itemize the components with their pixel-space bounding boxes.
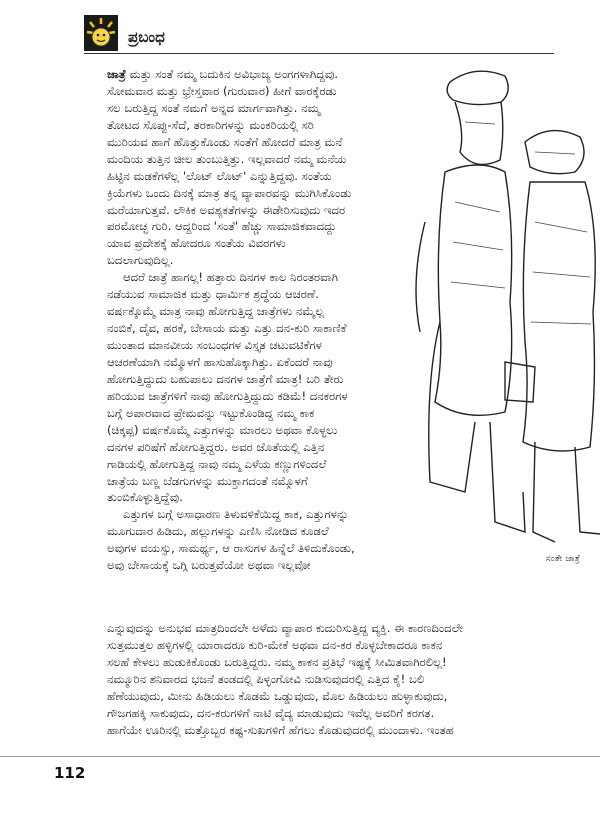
wide-text-column bbox=[107, 620, 542, 739]
figures-sketch-illustration bbox=[405, 62, 600, 574]
text-line bbox=[107, 66, 407, 83]
text-line: ಯಾವ ಪ್ರದೇಶಕ್ಕೆ ಹೋದರೂ ಸಂತೆಯ ವಿವರಗಳು bbox=[107, 236, 286, 251]
text-line: ವರ್ಷಕ್ಕೊಮ್ಮೆ ಮಾತ್ರ ನಾವು ಹೋಗುತ್ತಿದ್ದ ಜಾತ್ರೆಗಳು ನಮ್ಮೆಲ್ಲ bbox=[107, 304, 325, 319]
text-line: ಅವುಗಳ ವಯಸ್ಸು, ಸಾಮರ್ಥ್ಯ, ಆ ರಾಸುಗಳ ಹಿನ್ನೆಲೆ ತಿಳಿದುಕೊಂಡು, bbox=[107, 541, 355, 556]
text-line: ಅವು ಬೇಸಾಯಕ್ಕೆ ಒಗ್ಗಿ ಬರುತ್ತವೆಯೋ ಅಥವಾ ಇಲ್ಲವೋ bbox=[107, 558, 311, 573]
header-divider bbox=[84, 53, 554, 54]
text-line: ಹೆಣೆಯುವುದು, ಮೀನು ಹಿಡಿಯಲು ಕೊಡಮೆ ಒಡ್ಡುವುದು, ಮೊಲ ಹಿಡಿಯಲು ಹುಳ್ಳಾಕುವುದು, bbox=[107, 688, 448, 703]
text-line: ಹೋಗುತ್ತಿದ್ದುದು ಬಹುಪಾಲು ದನಗಳ ಜಾತ್ರೆಗೆ ಮಾತ್ರ! ಬರಿ ತೇರು bbox=[107, 371, 344, 386]
footer-divider bbox=[0, 756, 600, 757]
page-number: 112 bbox=[54, 764, 86, 782]
text-line: ಪರಮೋಚ್ಛ ಗುರಿ. ಆದ್ದರಿಂದ 'ಸಂತೆ' ಹೆಚ್ಚು ಸಾಮಾಜಿಕವಾದದ್ದು bbox=[107, 219, 337, 234]
text-line: ತುಂಬಿಕೊಳ್ಳುತ್ತಿದ್ದೆವು. bbox=[107, 490, 183, 505]
text-line: ಗಾಡಿಯಲ್ಲಿ ಹೋಗುತ್ತಿದ್ದ ನಾವು ನಮ್ಮ ಎಳೆಯ ಕಣ್ಣುಗಳಿಂದಲೆ bbox=[107, 456, 327, 471]
text-line: ಮರೆಯಾಗುತ್ತವೆ. ಲೌಕಿಕ ಅವಶ್ಯಕತೆಗಳನ್ನು ಈಡೇರಿಸುವುದು ಇದರ bbox=[107, 202, 346, 217]
narrow-text-column bbox=[107, 66, 407, 574]
text-line: ಸಲ ಬರುತ್ತಿದ್ದ ಸಂತೆ ನಮಗೆ ಅನ್ನದ ಮಾರ್ಗವಾಗಿತ್ತು. ನಮ್ಮ bbox=[107, 100, 321, 115]
text-line: ದನಗಳ ಪರಿಷೆಗೆ ಹೋಗುತ್ತಿದ್ದರು. ಅವರ ಜೊತೆಯಲ್ಲಿ ಎತ್ತಿನ bbox=[107, 439, 325, 454]
text-line: ಸೋಮವಾರ ಮತ್ತು ಭ್ರೇಸ್ತವಾರ (ಗುರುವಾರ) ಹೀಗೆ ವಾರಕ್ಕೆರಡು bbox=[107, 83, 337, 98]
text-line: ಹಾಗೆಯೇ ಊರಿನಲ್ಲಿ ಮತ್ತೊಬ್ಬರ ಕಷ್ಟ-ಸುಖಗಳಿಗೆ ಹೆಗಲು ಕೊಡುವುದರಲ್ಲಿ ಮುಂದಾಳು. ಇಂತಹ bbox=[107, 722, 454, 737]
text-line: ಜಾತ್ರೆಯ ಬಣ್ಣ ಬೆಡಗುಗಳನ್ನು ಮುಕ್ತಾಗದಂತೆ ನಮ್ಮೊಳಗೆ bbox=[107, 473, 308, 488]
text-line: ಎನ್ನುವುದನ್ನು ಅನುಭವ ಮಾತ್ರದಿಂದಲೇ ಅಳೆದು ವ್ಯಾಪಾರ ಕುದುರಿಸುತ್ತಿದ್ದ ವ್ಯಕ್ತಿ. ಈ ಕಾರಣದಿಂದಲೇ bbox=[107, 621, 463, 635]
text-line: ಮಂದಿಯ ತುತ್ತಿನ ಚೀಲ ತುಂಬುತ್ತಿತ್ತು. ಇಲ್ಲವಾದರೆ ನಮ್ಮ ಮನೆಯ bbox=[107, 151, 347, 166]
text-line: ಮುರಿಯವ ಹಾಗೆ ಹೊತ್ತುಕೊಂಡು ಸಂತೆಗೆ ಹೋದರೆ ಮಾತ್ರ ಮನೆ bbox=[107, 134, 343, 149]
text-line: ಎತ್ತುಗಳ ಬಗ್ಗೆ ಅಸಾಧಾರಣ ತಿಳುವಳಿಕೆಯಿದ್ದ ಕಾಕ, ಎತ್ತುಗಳನ್ನು bbox=[123, 507, 349, 522]
text-line: ಮೂಗುದಾರ ಹಿಡಿದು, ಹಲ್ಲುಗಳನ್ನು ಎಣಿಸಿ ನೋಡಿದ ಕೂಡಲೆ bbox=[107, 524, 329, 539]
text-line: ಕ್ರಿಯೆಗಳು ಒಂದು ದಿನಕ್ಕೆ ಮಾತ್ರ ತನ್ನ ವ್ಯಾಪಾರವನ್ನು ಮುಗಿಸಿಕೊಂಡು bbox=[107, 185, 352, 200]
text-line: ನಡೆಯುವ ಸಾಮಾಜಿಕ ಮತ್ತು ಧಾರ್ಮಿಕ ಶ್ರದ್ಧೆಯ ಆಚರಣೆ. bbox=[107, 287, 319, 302]
text-span: ಮತ್ತು ಸಂತೆ ನಮ್ಮ ಬದುಕಿನ ಅವಿಭಾಜ್ಯ ಅಂಗಗಳಾಗಿದ್ದವು. bbox=[125, 67, 339, 81]
text-line: ಬಗ್ಗೆ ಅಪಾರವಾದ ಪ್ರೇಮವನ್ನು ಇಟ್ಟುಕೊಂಡಿದ್ದ ನಮ್ಮ ಕಾಕ bbox=[107, 405, 315, 420]
text-line: ಹರಿಯುವ ಜಾತ್ರೆಗಳಿಗೆ ನಾವು ಹೋಗುತ್ತಿದ್ದುದು ಕಡಿಮೆ! ದನಕರಗಳ bbox=[107, 388, 348, 403]
text-line: ಹಿಟ್ಟಿನ ಮಡಕೆಗಳೆಲ್ಲ 'ಲೊಟ್ ಲೊಟ್' ಎನ್ನುತ್ತಿದ್ದವು. ಸಂತೆಯ bbox=[107, 168, 332, 183]
text-line: ಸುತ್ತಮುತ್ತಲ ಹಳ್ಳಿಗಳಲ್ಲಿ ಯಾರಾದರೂ ಕುರಿ-ಮೇಕೆ ಅಥವಾ ದನ-ಕರ ಕೊಳ್ಳಬೇಕಾದರೂ ಕಾಕನ bbox=[107, 637, 443, 652]
text-line: ತೋಟದ ಸೊಪ್ಪು-ಸೆದೆ, ತರಕಾರಿಗಳನ್ನು ಮಂಕರಿಯಲ್ಲಿ ಸರಿ bbox=[107, 117, 314, 132]
section-title: ಪ್ರಬಂಧ bbox=[128, 28, 165, 46]
text-line: ನಮ್ಮೂರಿನ ಶನಿವಾರದ ಭಜನೆ ತಂಡದಲ್ಲಿ ಪಿಳ್ಳಂಗೋವಿ ನುಡಿಸುವುದರಲ್ಲಿ ಎತ್ತಿದ ಕೈ! ಬಲಿ bbox=[107, 671, 425, 686]
illustration-caption: ಸಂತೇ ಜಾತ್ರೆ bbox=[545, 554, 580, 564]
text-line: ನಂಬಿಕೆ, ದೈವ, ಹರಕೆ, ಬೇಸಾಯ ಮತ್ತು ಎತ್ತು ದನ-ಕುರಿ ಸಾಕಾಣಿಕೆ bbox=[107, 321, 347, 336]
sun-face-logo-icon bbox=[84, 15, 118, 51]
text-line: ಮುಂತಾದ ಮಾನವೀಯ ಸಂಬಂಧಗಳ ವಿಸ್ತೃತ ಚಟುವಟಿಕೆಗಳ bbox=[107, 338, 322, 352]
text-line: ಆದರೆ ಜಾತ್ರೆ ಹಾಗಲ್ಲ! ಹತ್ತಾರು ದಿನಗಳ ಕಾಲ ನಿರಂತರವಾಗಿ bbox=[123, 270, 339, 285]
text-line: (ಚಿಕ್ಕಪ್ಪ) ವರ್ಷಕೊಮ್ಮೆ ಎತ್ತುಗಳನ್ನು ಮಾರಲು ಅಥವಾ ಕೊಳ್ಳಲು bbox=[107, 422, 338, 437]
text-line: ಆಚರಣೆಯಾಗಿ ನಮ್ಮೊಳಗೆ ಹಾಸುಹೊಕ್ಕಾಗಿತ್ತು. ಏಕೆಂದರೆ ನಾವು bbox=[107, 354, 333, 369]
text-line: ಬದಲಾಗುವುದಿಲ್ಲ. bbox=[107, 253, 174, 268]
text-line: ಗೌಜಗಹಕ್ಕಿ ಸಾಕುವುದು, ದನ-ಕರುಗಳಿಗೆ ನಾಟಿ ವೈದ್ಯ ಮಾಡುವುದು ಇವೆಲ್ಲ ಅವರಿಗೆ ಕರಗತ. bbox=[107, 705, 435, 720]
text-line: ಸಲಹೆ ಕೇಳಲು ಹುಡುಕಿಕೊಂಡು ಬರುತ್ತಿದ್ದರು. ನಮ್ಮ ಕಾಕನ ಪ್ರತಿಭೆ ಇಷ್ಟಕ್ಕೆ ಸೀಮಿತವಾಗಿರಲಿಲ್ಲ! bbox=[107, 654, 447, 669]
lead-word: ಜಾತ್ರೆ bbox=[107, 67, 126, 81]
